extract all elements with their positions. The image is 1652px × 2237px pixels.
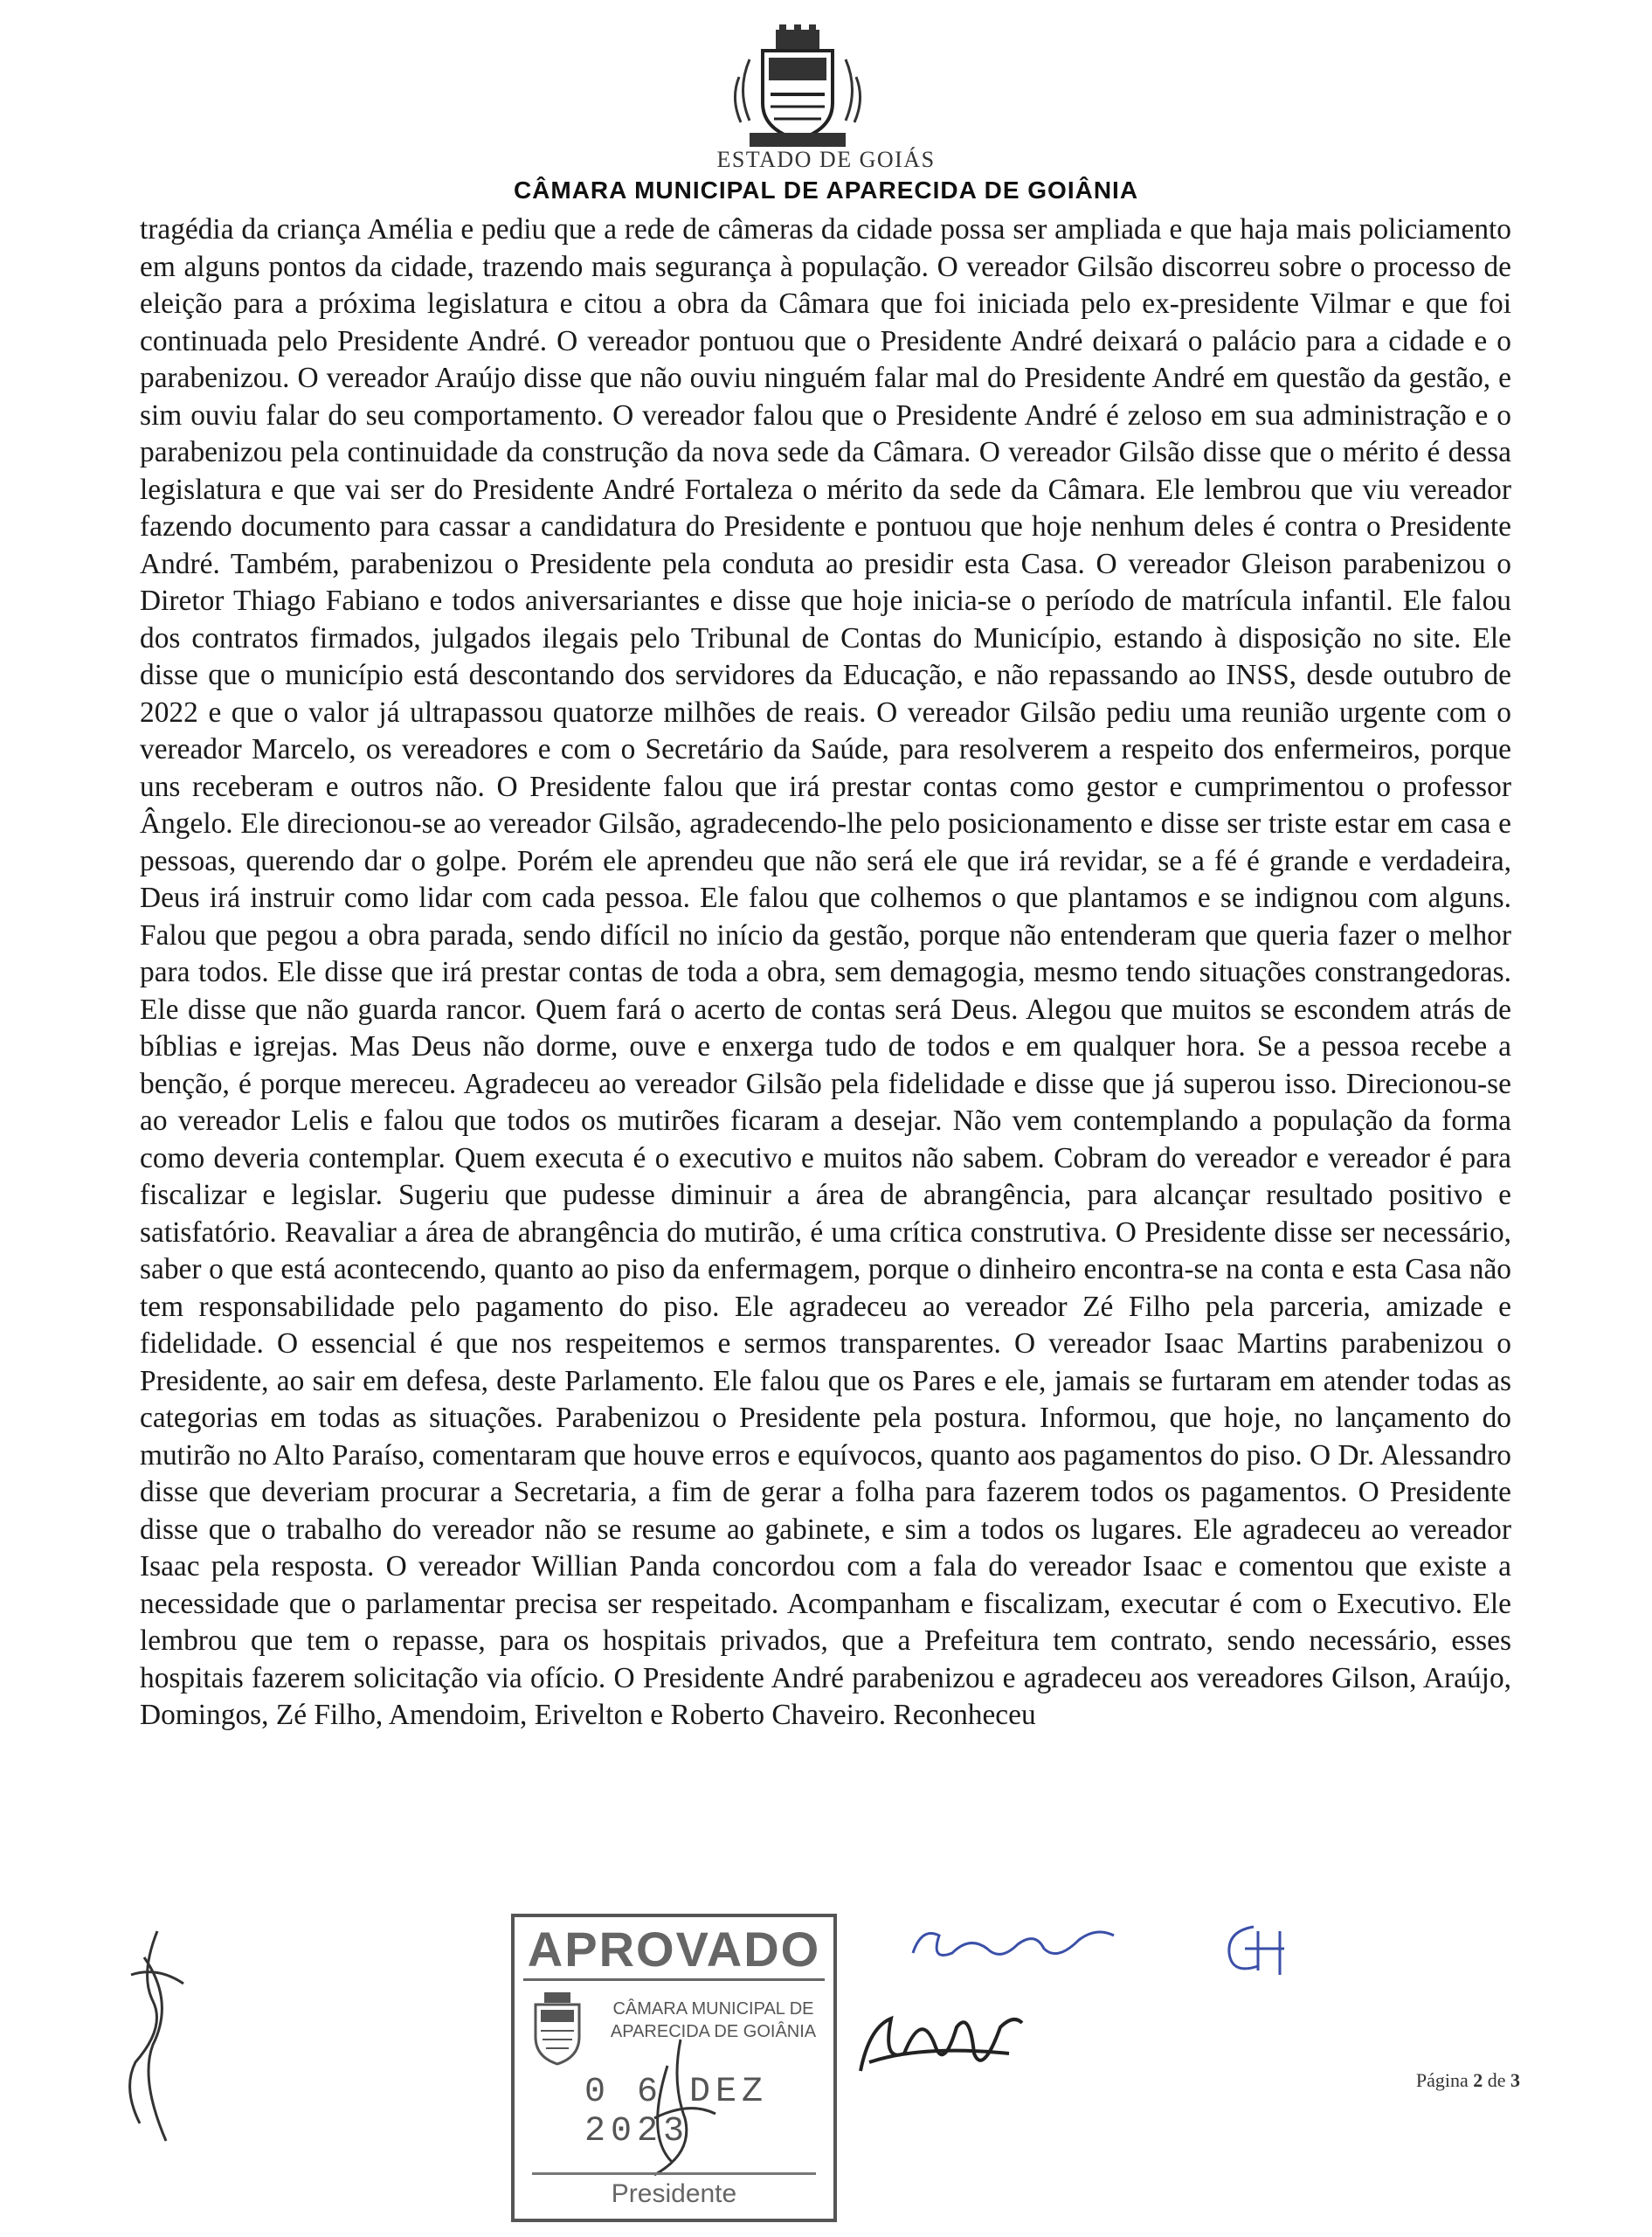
blue-initials: [1219, 1914, 1297, 1984]
page-word: Página: [1415, 2069, 1469, 2091]
president-signature: [619, 2031, 724, 2179]
stamp-signature-line: [532, 2172, 816, 2175]
stamp-role: Presidente: [611, 2179, 737, 2208]
stamp-org-line1: CÂMARA MUNICIPAL DE: [612, 1999, 814, 2019]
minutes-body-text: tragédia da criança Amélia e pediu que a rede de câmeras da cidade possa ser ampliada e que haja mais policiamento em alguns pontos da cidade, trazendo mais segurança à população. O vereador Gilsão discorreu sobre o processo de eleição para a próxima legislatura e citou a obra da Câmara que foi iniciada pelo ex-presidente Vilmar e que foi continuada pelo Presidente André. O vereador pontuou que o Presidente André deixará o palácio para a cidade e o parabenizou. O vereador Araújo disse que não ouviu ninguém falar mal do Presidente André em questão da gestão, e sim ouviu falar do seu comportamento. O vereador falou que o Presidente André é zeloso em sua administração e o parabenizou pela continuidade da construção da nova sede da Câmara. O vereador Gilsão disse que o mérito é dessa legislatura e que vai ser do Presidente André Fortaleza o mérito da sede da Câmara. Ele lembrou que viu vereador fazendo documento para cassar a candidatura do Presidente e pontuou que hoje nenhum deles é contra o Presidente André. Também, parabenizou o Presidente pela conduta ao presidir esta Casa. O vereador Gleison parabenizou o Diretor Thiago Fabiano e todos aniversariantes e disse que hoje inicia-se o período de matrícula infantil. Ele falou dos contratos firmados, julgados ilegais pelo Tribunal de Contas do Município, estando à disposição no site. Ele disse que o município está descontando dos servidores da Educação, e não repassando ao INSS, desde outubro de 2022 e que o valor já ultrapassou quatorze milhões de reais. O vereador Gilsão pediu uma reunião urgente com o vereador Marcelo, os vereadores e com o Secretário da Saúde, para resolverem a respeito dos enfermeiros, porque uns receberam e outros não. O Presidente falou que irá prestar contas como gestor e cumprimentou o professor Ângelo. Ele direcionou-se ao vereador Gilsão, agradecendo-lhe pelo posicionamento e disse ser triste estar em casa e pessoas, querendo dar o golpe. Porém ele aprendeu que não será ele que irá revidar, se a fé é grande e verdadeira, Deus irá instruir como lidar com cada pessoa. Ele falou que colhemos o que plantamos e se indignou com alguns. Falou que pegou a obra parada, sendo difícil no início da gestão, porque não entenderam que queria fazer o melhor para todos. Ele disse que irá prestar contas de toda a obra, sem demagogia, mesmo tendo situações constrangedoras. Ele disse que não guarda rancor. Quem fará o acerto de contas será Deus. Alegou que muitos se escondem atrás de bíblias e igrejas. Mas Deus não dorme, ouve e enxerga tudo de todos e em qualquer hora. Se a pessoa recebe a benção, é porque mereceu. Agradeceu ao vereador Gilsão pela fidelidade e disse que já superou isso. Direcionou-se ao vereador Lelis e falou que todos os mutirões ficaram a desejar. Não vem contemplando a população da forma como deveria contemplar. Quem executa é o executivo e muitos não sabem. Cobram do vereador e vereador é para fiscalizar e legislar. Sugeriu que pudesse diminuir a área de abrangência, para alcançar resultado positivo e satisfatório. Reavaliar a área de abrangência do mutirão, é uma crítica construtiva. O Presidente disse ser necessário, saber o que está acontecendo, quanto ao piso da enfermagem, porque o dinheiro encontra-se na conta e esta Casa não tem responsabilidade pelo pagamento do piso. Ele agradeceu ao vereador Zé Filho pela parceria, amizade e fidelidade. O essencial é que nos respeitemos e sermos transparentes. O vereador Isaac Martins parabenizou o Presidente, ao sair em defesa, deste Parlamento. Ele falou que os Pares e ele, jamais se furtaram em atender todas as categorias em todas as situações. Parabenizou o Presidente pela postura. Informou, que hoje, no lançamento do mutirão no Alto Paraíso, comentaram que houve erros e equívocos, quanto aos pagamentos do piso. O Dr. Alessandro disse que deveriam procurar a Secretaria, a fim de gerar a folha para fazerem todos os pagamentos. O Presidente disse que o trabalho do vereador não se resume ao gabinete, e sim a todos os lugares. Ele agradeceu ao vereador Isaac pela resposta. O vereador Willian Panda concordou com a fala do vereador Isaac e comentou que existe a necessidade que o parlamentar precisa ser respeitado. Acompanham e fiscalizam, executar é com o Executivo. Ele lembrou que tem o repasse, para os hospitais privados, que a Prefeitura tem contrato, sendo necessário, esses hospitais fazerem solicitação via ofício. O Presidente André parabenizou e agradeceu aos vereadores Gilson, Araújo, Domingos, Zé Filho, Amendoim, Erivelton e Roberto Chaveiro. Reconheceu: [140, 213, 1511, 1731]
black-signature: [852, 1992, 1026, 2097]
stamp-crest-icon: [527, 1989, 588, 2067]
stamp-date: 0 6 DEZ 2023: [584, 2073, 769, 2151]
page-of: de: [1487, 2069, 1506, 2091]
stamp-title: APROVADO: [527, 1922, 821, 1977]
state-name: ESTADO DE GOIÁS: [716, 147, 936, 172]
page-number: [1380, 2069, 1520, 2092]
margin-signature: [105, 1922, 210, 2150]
stamp-separator: [523, 1978, 825, 1981]
approval-stamp: [511, 1914, 837, 2222]
page-current: 2: [1473, 2069, 1483, 2091]
stamp-org-line2: APARECIDA DE GOIÂNIA: [610, 2022, 817, 2041]
page-total: 3: [1510, 2069, 1520, 2091]
municipal-crest-icon: [715, 24, 881, 156]
blue-signature-1: [904, 1909, 1123, 1979]
chamber-name: CÂMARA MUNICIPAL DE APARECIDA DE GOIÂNIA: [513, 177, 1139, 204]
